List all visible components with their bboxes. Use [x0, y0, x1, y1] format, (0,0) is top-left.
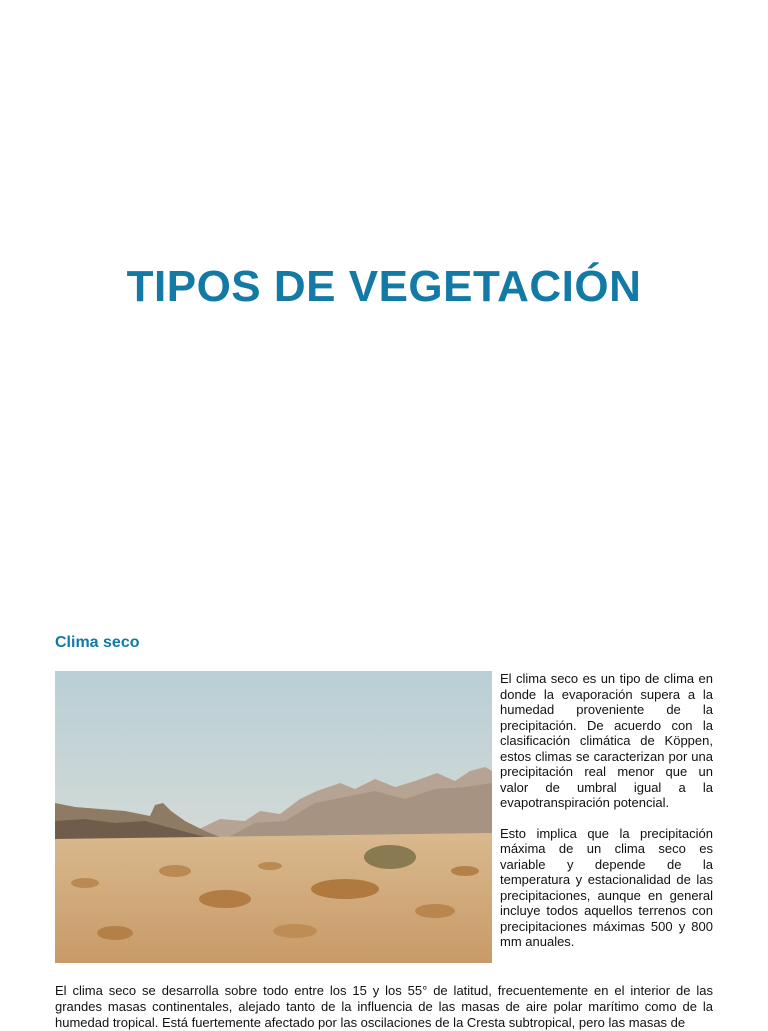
- page-title: TIPOS DE VEGETACIÓN: [126, 262, 642, 311]
- intro-text: [500, 671, 713, 965]
- paragraph-definition: El clima seco es un tipo de clima en donde la evaporación supera a la humedad proveniente de la precipitación. De acuerdo con la clasificación climática de Köppen, estos climas se caracterizan por una precipitación real menor que un valor de umbral igual a la evapotranspiración potencial.: [500, 671, 713, 810]
- paragraph-distribution: El clima seco se desarrolla sobre todo entre los 15 y los 55° de latitud, frecuentemente en el interior de las grandes masas continentales, alejado tanto de la influencia de las masas de aire polar marítimo como de la humedad tropical. Está fuertemente afectado por las oscilaciones de la Cresta subtropical, pero las masas de: [55, 983, 713, 1030]
- paragraph-precipitation: Esto implica que la precipitación máxima de un clima seco es variable y depende de la temperatura y estacionalidad de las precipitaciones, aunque en general incluye todos aquellos terrenos con precipitaciones máximas 500 y 800 mm anuales.: [500, 825, 713, 949]
- desert-landscape-image: [55, 671, 492, 963]
- section-heading: Clima seco: [55, 634, 140, 651]
